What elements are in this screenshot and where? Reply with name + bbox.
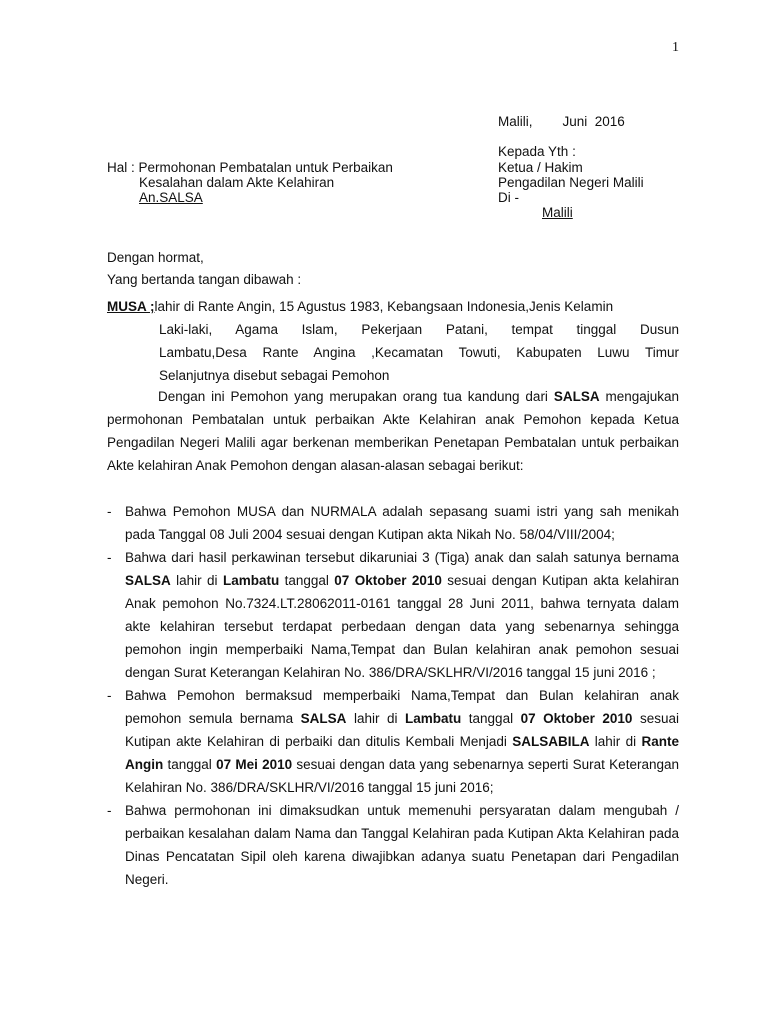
reasons-list bbox=[107, 500, 679, 891]
kepada-yth: Kepada Yth : bbox=[498, 144, 576, 159]
applicant-identity bbox=[107, 295, 679, 387]
list-item: - Bahwa dari hasil perkawinan tersebut dikaruniai 3 (Tiga) anak dan salah satunya bernama SALSA lahir di Lambatu tanggal 07 Oktober 2010 sesuai dengan Kutipan akta kelahiran Anak pemohon No.7324.LT.28062011-0161 tanggal 28 Juni 2011, bahwa ternyata dalam akte kelahiran tersebut terdapat perbedaan dengan data yang sebenarnya sehingga pemohon ingin memperbaiki Nama,Tempat dan Bulan kelahiran anak pemohon sesuai dengan Surat Keterangan Kelahiran No. 386/DRA/SKLHR/VI/2016 tanggal 15 juni 2016 ; bbox=[107, 546, 679, 684]
applicant-line-2: Laki-laki, Agama Islam, Pekerjaan Patani, tempat tinggal Dusun bbox=[159, 322, 679, 337]
court-name: Pengadilan Negeri Malili bbox=[498, 175, 644, 190]
list-dash: - bbox=[107, 504, 112, 519]
page-number: 1 bbox=[672, 40, 679, 55]
subject-line-3: An.SALSA bbox=[139, 190, 203, 205]
intro-paragraph: Dengan ini Pemohon yang merupakan orang tua kandung dari SALSA mengajukan permohonan Pembatalan untuk perbaikan Akte Kelahiran anak Pemohon kepada Ketua Pengadilan Negeri Malili agar berkenan memberikan Penetapan Pembatalan untuk perbaikan Akte kelahiran Anak Pemohon dengan alasan-alasan sebagai berikut: bbox=[107, 389, 679, 473]
child-name: SALSA bbox=[553, 389, 600, 404]
list-item: - Bahwa permohonan ini dimaksudkan untuk memenuhi persyaratan dalam mengubah / perbaikan kesalahan dalam Nama dan Tanggal Kelahiran pada Kutipan Akta Kelahiran pada Dinas Pencatatan Sipil oleh karena diwajibkan adanya suatu Penetapan dari Pengadilan Negeri. bbox=[107, 799, 679, 891]
recipient: Ketua / Hakim bbox=[498, 160, 583, 175]
list-item: - Bahwa Pemohon bermaksud memperbaiki Nama,Tempat dan Bulan kelahiran anak pemohon semula bernama SALSA lahir di Lambatu tanggal 07 Oktober 2010 sesuai Kutipan akte Kelahiran di perbaiki dan ditulis Kembali Menjadi SALSABILA lahir di Rante Angin tanggal 07 Mei 2010 sesuai dengan data yang sebenarnya seperti Surat Keterangan Kelahiran No. 386/DRA/SKLHR/VI/2016 tanggal 15 juni 2016; bbox=[107, 684, 679, 799]
signed-below: Yang bertanda tangan dibawah : bbox=[107, 272, 302, 287]
applicant-line-4: Selanjutnya disebut sebagai Pemohon bbox=[159, 368, 390, 383]
subject-line-2: Kesalahan dalam Akte Kelahiran bbox=[139, 175, 335, 190]
di-label: Di - bbox=[498, 190, 519, 205]
list-dash: - bbox=[107, 550, 112, 565]
list-dash: - bbox=[107, 803, 112, 818]
list-item: - Bahwa Pemohon MUSA dan NURMALA adalah sepasang suami istri yang sah menikah pada Tanggal 08 Juli 2004 sesuai dengan Kutipan akta Nikah No. 58/04/VIII/2004; bbox=[107, 500, 679, 546]
list-dash: - bbox=[107, 688, 112, 703]
subject-line-1: Hal : Permohonan Pembatalan untuk Perbaikan bbox=[107, 160, 393, 175]
applicant-line-3: Lambatu,Desa Rante Angina ,Kecamatan Towuti, Kabupaten Luwu Timur bbox=[159, 345, 679, 360]
salutation: Dengan hormat, bbox=[107, 250, 204, 265]
applicant-line-1: lahir di Rante Angin, 15 Agustus 1983, Kebangsaan Indonesia,Jenis Kelamin bbox=[154, 299, 614, 314]
recipient-city: Malili bbox=[542, 205, 573, 220]
applicant-name: MUSA ; bbox=[107, 299, 155, 314]
place-date: Malili, Juni 2016 bbox=[498, 114, 625, 129]
